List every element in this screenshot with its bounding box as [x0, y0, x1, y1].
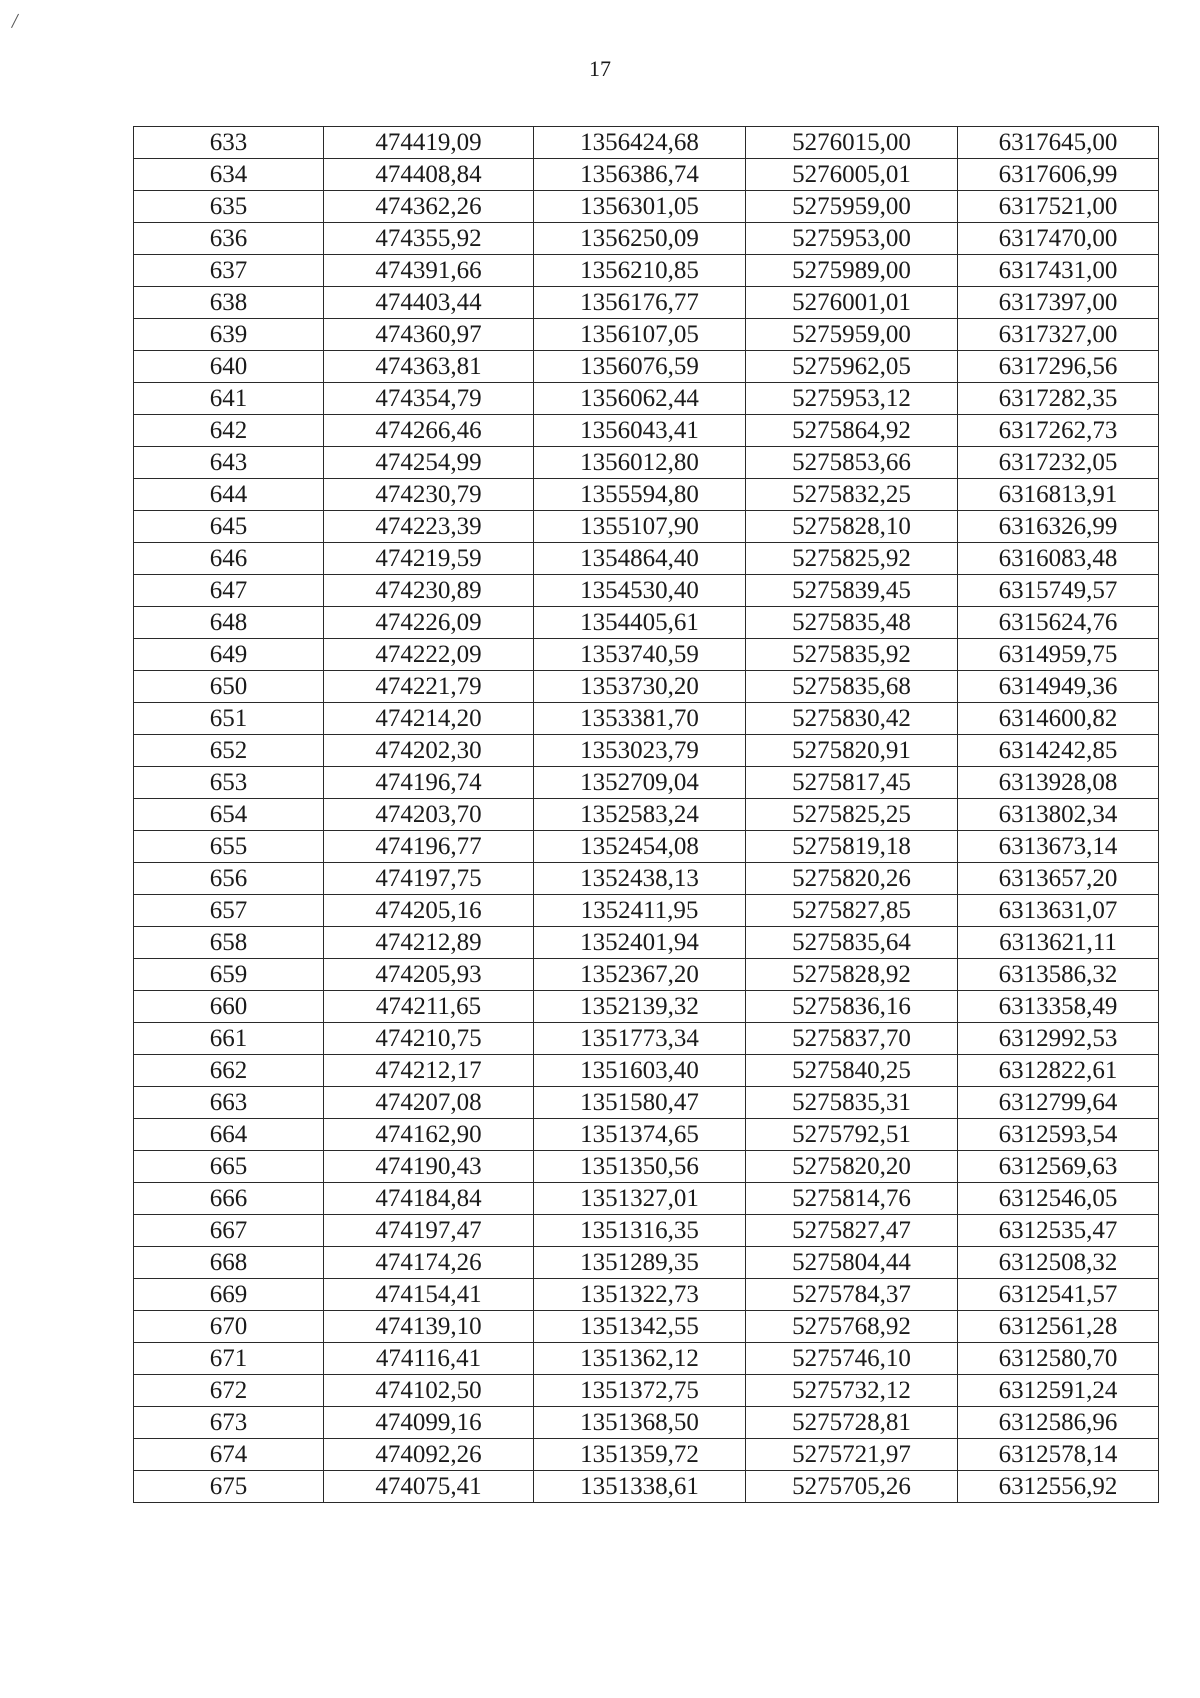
x2-coordinate-cell: 5275828,92 — [746, 959, 958, 991]
x2-coordinate-cell: 5275827,47 — [746, 1215, 958, 1247]
x2-coordinate-cell: 5275817,45 — [746, 767, 958, 799]
table-row — [134, 1215, 1159, 1247]
point-number-cell: 645 — [134, 511, 324, 543]
y-coordinate-cell: 1353023,79 — [534, 735, 746, 767]
y-coordinate-cell: 1356301,05 — [534, 191, 746, 223]
x-coordinate-cell: 474214,20 — [324, 703, 534, 735]
table-row — [134, 927, 1159, 959]
point-number-cell: 657 — [134, 895, 324, 927]
point-number-cell: 634 — [134, 159, 324, 191]
y2-coordinate-cell: 6316813,91 — [958, 479, 1159, 511]
y2-coordinate-cell: 6313657,20 — [958, 863, 1159, 895]
table-row — [134, 1023, 1159, 1055]
x-coordinate-cell: 474197,75 — [324, 863, 534, 895]
table-row — [134, 1343, 1159, 1375]
table-row — [134, 543, 1159, 575]
x2-coordinate-cell: 5275959,00 — [746, 191, 958, 223]
y2-coordinate-cell: 6312535,47 — [958, 1215, 1159, 1247]
point-number-cell: 671 — [134, 1343, 324, 1375]
x-coordinate-cell: 474362,26 — [324, 191, 534, 223]
y-coordinate-cell: 1356210,85 — [534, 255, 746, 287]
y2-coordinate-cell: 6312593,54 — [958, 1119, 1159, 1151]
x-coordinate-cell: 474221,79 — [324, 671, 534, 703]
y2-coordinate-cell: 6312578,14 — [958, 1439, 1159, 1471]
point-number-cell: 637 — [134, 255, 324, 287]
x-coordinate-cell: 474354,79 — [324, 383, 534, 415]
table-row — [134, 799, 1159, 831]
table-row — [134, 479, 1159, 511]
y2-coordinate-cell: 6312591,24 — [958, 1375, 1159, 1407]
y-coordinate-cell: 1356062,44 — [534, 383, 746, 415]
point-number-cell: 666 — [134, 1183, 324, 1215]
y-coordinate-cell: 1354864,40 — [534, 543, 746, 575]
x-coordinate-cell: 474210,75 — [324, 1023, 534, 1055]
y-coordinate-cell: 1352401,94 — [534, 927, 746, 959]
point-number-cell: 656 — [134, 863, 324, 895]
table-row — [134, 1279, 1159, 1311]
x2-coordinate-cell: 5275962,05 — [746, 351, 958, 383]
y-coordinate-cell: 1356012,80 — [534, 447, 746, 479]
x-coordinate-cell: 474205,93 — [324, 959, 534, 991]
y2-coordinate-cell: 6312822,61 — [958, 1055, 1159, 1087]
y2-coordinate-cell: 6312556,92 — [958, 1471, 1159, 1503]
point-number-cell: 653 — [134, 767, 324, 799]
y-coordinate-cell: 1356076,59 — [534, 351, 746, 383]
y2-coordinate-cell: 6317606,99 — [958, 159, 1159, 191]
x2-coordinate-cell: 5275820,26 — [746, 863, 958, 895]
x-coordinate-cell: 474408,84 — [324, 159, 534, 191]
table-row — [134, 639, 1159, 671]
x-coordinate-cell: 474196,77 — [324, 831, 534, 863]
y2-coordinate-cell: 6313586,32 — [958, 959, 1159, 991]
x-coordinate-cell: 474212,17 — [324, 1055, 534, 1087]
x-coordinate-cell: 474203,70 — [324, 799, 534, 831]
point-number-cell: 658 — [134, 927, 324, 959]
y-coordinate-cell: 1351327,01 — [534, 1183, 746, 1215]
table-row — [134, 383, 1159, 415]
y-coordinate-cell: 1351374,65 — [534, 1119, 746, 1151]
x2-coordinate-cell: 5275836,16 — [746, 991, 958, 1023]
x2-coordinate-cell: 5275820,91 — [746, 735, 958, 767]
x-coordinate-cell: 474174,26 — [324, 1247, 534, 1279]
y2-coordinate-cell: 6313631,07 — [958, 895, 1159, 927]
y-coordinate-cell: 1352438,13 — [534, 863, 746, 895]
y2-coordinate-cell: 6312586,96 — [958, 1407, 1159, 1439]
x-coordinate-cell: 474403,44 — [324, 287, 534, 319]
x2-coordinate-cell: 5275825,25 — [746, 799, 958, 831]
y-coordinate-cell: 1351603,40 — [534, 1055, 746, 1087]
x-coordinate-cell: 474099,16 — [324, 1407, 534, 1439]
table-row — [134, 1247, 1159, 1279]
y2-coordinate-cell: 6317327,00 — [958, 319, 1159, 351]
y-coordinate-cell: 1355107,90 — [534, 511, 746, 543]
x2-coordinate-cell: 5275839,45 — [746, 575, 958, 607]
y2-coordinate-cell: 6317296,56 — [958, 351, 1159, 383]
y-coordinate-cell: 1356250,09 — [534, 223, 746, 255]
y2-coordinate-cell: 6312546,05 — [958, 1183, 1159, 1215]
table-row — [134, 127, 1159, 159]
y2-coordinate-cell: 6317645,00 — [958, 127, 1159, 159]
y2-coordinate-cell: 6316083,48 — [958, 543, 1159, 575]
table-row — [134, 319, 1159, 351]
point-number-cell: 661 — [134, 1023, 324, 1055]
x2-coordinate-cell: 5275835,68 — [746, 671, 958, 703]
x2-coordinate-cell: 5275768,92 — [746, 1311, 958, 1343]
y2-coordinate-cell: 6315624,76 — [958, 607, 1159, 639]
point-number-cell: 642 — [134, 415, 324, 447]
y-coordinate-cell: 1351289,35 — [534, 1247, 746, 1279]
x-coordinate-cell: 474223,39 — [324, 511, 534, 543]
y-coordinate-cell: 1356386,74 — [534, 159, 746, 191]
coordinates-table-body — [134, 127, 1159, 1503]
x2-coordinate-cell: 5276001,01 — [746, 287, 958, 319]
y-coordinate-cell: 1351773,34 — [534, 1023, 746, 1055]
y2-coordinate-cell: 6317470,00 — [958, 223, 1159, 255]
y-coordinate-cell: 1352411,95 — [534, 895, 746, 927]
x-coordinate-cell: 474391,66 — [324, 255, 534, 287]
y-coordinate-cell: 1351368,50 — [534, 1407, 746, 1439]
point-number-cell: 662 — [134, 1055, 324, 1087]
x2-coordinate-cell: 5275953,12 — [746, 383, 958, 415]
table-row — [134, 287, 1159, 319]
x-coordinate-cell: 474190,43 — [324, 1151, 534, 1183]
point-number-cell: 672 — [134, 1375, 324, 1407]
x-coordinate-cell: 474207,08 — [324, 1087, 534, 1119]
point-number-cell: 663 — [134, 1087, 324, 1119]
x-coordinate-cell: 474075,41 — [324, 1471, 534, 1503]
table-row — [134, 575, 1159, 607]
x2-coordinate-cell: 5275853,66 — [746, 447, 958, 479]
x-coordinate-cell: 474254,99 — [324, 447, 534, 479]
point-number-cell: 646 — [134, 543, 324, 575]
y2-coordinate-cell: 6314600,82 — [958, 703, 1159, 735]
table-row — [134, 1471, 1159, 1503]
y-coordinate-cell: 1352367,20 — [534, 959, 746, 991]
x-coordinate-cell: 474266,46 — [324, 415, 534, 447]
y2-coordinate-cell: 6313358,49 — [958, 991, 1159, 1023]
x-coordinate-cell: 474230,79 — [324, 479, 534, 511]
y-coordinate-cell: 1352454,08 — [534, 831, 746, 863]
y-coordinate-cell: 1351372,75 — [534, 1375, 746, 1407]
table-row — [134, 1439, 1159, 1471]
y2-coordinate-cell: 6314949,36 — [958, 671, 1159, 703]
point-number-cell: 643 — [134, 447, 324, 479]
point-number-cell: 651 — [134, 703, 324, 735]
y-coordinate-cell: 1353740,59 — [534, 639, 746, 671]
x2-coordinate-cell: 5275792,51 — [746, 1119, 958, 1151]
y2-coordinate-cell: 6314959,75 — [958, 639, 1159, 671]
x2-coordinate-cell: 5275819,18 — [746, 831, 958, 863]
x2-coordinate-cell: 5275732,12 — [746, 1375, 958, 1407]
x2-coordinate-cell: 5276005,01 — [746, 159, 958, 191]
table-row — [134, 1087, 1159, 1119]
table-row — [134, 511, 1159, 543]
y-coordinate-cell: 1353381,70 — [534, 703, 746, 735]
point-number-cell: 648 — [134, 607, 324, 639]
y-coordinate-cell: 1351350,56 — [534, 1151, 746, 1183]
point-number-cell: 674 — [134, 1439, 324, 1471]
table-row — [134, 671, 1159, 703]
table-row — [134, 1183, 1159, 1215]
x-coordinate-cell: 474230,89 — [324, 575, 534, 607]
y2-coordinate-cell: 6313802,34 — [958, 799, 1159, 831]
y-coordinate-cell: 1351362,12 — [534, 1343, 746, 1375]
x2-coordinate-cell: 5275746,10 — [746, 1343, 958, 1375]
x2-coordinate-cell: 5275814,76 — [746, 1183, 958, 1215]
y-coordinate-cell: 1354530,40 — [534, 575, 746, 607]
table-row — [134, 1311, 1159, 1343]
x2-coordinate-cell: 5275840,25 — [746, 1055, 958, 1087]
y2-coordinate-cell: 6312541,57 — [958, 1279, 1159, 1311]
point-number-cell: 638 — [134, 287, 324, 319]
y-coordinate-cell: 1351322,73 — [534, 1279, 746, 1311]
coordinates-table — [133, 126, 1159, 1503]
y-coordinate-cell: 1356424,68 — [534, 127, 746, 159]
y2-coordinate-cell: 6312508,32 — [958, 1247, 1159, 1279]
point-number-cell: 652 — [134, 735, 324, 767]
table-row — [134, 255, 1159, 287]
y-coordinate-cell: 1351316,35 — [534, 1215, 746, 1247]
point-number-cell: 665 — [134, 1151, 324, 1183]
table-row — [134, 735, 1159, 767]
point-number-cell: 636 — [134, 223, 324, 255]
table-row — [134, 895, 1159, 927]
x-coordinate-cell: 474184,84 — [324, 1183, 534, 1215]
x2-coordinate-cell: 5275827,85 — [746, 895, 958, 927]
y-coordinate-cell: 1351338,61 — [534, 1471, 746, 1503]
x-coordinate-cell: 474092,26 — [324, 1439, 534, 1471]
y2-coordinate-cell: 6312799,64 — [958, 1087, 1159, 1119]
point-number-cell: 633 — [134, 127, 324, 159]
x-coordinate-cell: 474212,89 — [324, 927, 534, 959]
x2-coordinate-cell: 5275835,31 — [746, 1087, 958, 1119]
x2-coordinate-cell: 5275832,25 — [746, 479, 958, 511]
point-number-cell: 673 — [134, 1407, 324, 1439]
table-row — [134, 1055, 1159, 1087]
y-coordinate-cell: 1352139,32 — [534, 991, 746, 1023]
table-row — [134, 191, 1159, 223]
y2-coordinate-cell: 6317397,00 — [958, 287, 1159, 319]
point-number-cell: 647 — [134, 575, 324, 607]
x2-coordinate-cell: 5275804,44 — [746, 1247, 958, 1279]
page-number: 17 — [589, 56, 611, 81]
table-row — [134, 1407, 1159, 1439]
table-row — [134, 703, 1159, 735]
y-coordinate-cell: 1352709,04 — [534, 767, 746, 799]
x-coordinate-cell: 474202,30 — [324, 735, 534, 767]
table-row — [134, 1119, 1159, 1151]
table-row — [134, 447, 1159, 479]
y2-coordinate-cell: 6312992,53 — [958, 1023, 1159, 1055]
y2-coordinate-cell: 6312561,28 — [958, 1311, 1159, 1343]
x-coordinate-cell: 474196,74 — [324, 767, 534, 799]
table-row — [134, 159, 1159, 191]
table-row — [134, 1151, 1159, 1183]
table-row — [134, 415, 1159, 447]
x-coordinate-cell: 474116,41 — [324, 1343, 534, 1375]
point-number-cell: 659 — [134, 959, 324, 991]
y-coordinate-cell: 1356043,41 — [534, 415, 746, 447]
x2-coordinate-cell: 5275820,20 — [746, 1151, 958, 1183]
point-number-cell: 639 — [134, 319, 324, 351]
y-coordinate-cell: 1351342,55 — [534, 1311, 746, 1343]
x-coordinate-cell: 474355,92 — [324, 223, 534, 255]
y2-coordinate-cell: 6312580,70 — [958, 1343, 1159, 1375]
y2-coordinate-cell: 6313928,08 — [958, 767, 1159, 799]
x2-coordinate-cell: 5275989,00 — [746, 255, 958, 287]
x-coordinate-cell: 474219,59 — [324, 543, 534, 575]
x2-coordinate-cell: 5275830,42 — [746, 703, 958, 735]
x-coordinate-cell: 474102,50 — [324, 1375, 534, 1407]
y2-coordinate-cell: 6317431,00 — [958, 255, 1159, 287]
y-coordinate-cell: 1356176,77 — [534, 287, 746, 319]
point-number-cell: 649 — [134, 639, 324, 671]
x2-coordinate-cell: 5275959,00 — [746, 319, 958, 351]
x-coordinate-cell: 474363,81 — [324, 351, 534, 383]
point-number-cell: 635 — [134, 191, 324, 223]
x2-coordinate-cell: 5275835,64 — [746, 927, 958, 959]
y-coordinate-cell: 1354405,61 — [534, 607, 746, 639]
y2-coordinate-cell: 6315749,57 — [958, 575, 1159, 607]
x2-coordinate-cell: 5275864,92 — [746, 415, 958, 447]
x-coordinate-cell: 474162,90 — [324, 1119, 534, 1151]
x2-coordinate-cell: 5275705,26 — [746, 1471, 958, 1503]
table-row — [134, 351, 1159, 383]
y-coordinate-cell: 1355594,80 — [534, 479, 746, 511]
point-number-cell: 669 — [134, 1279, 324, 1311]
y2-coordinate-cell: 6317521,00 — [958, 191, 1159, 223]
x2-coordinate-cell: 5275835,48 — [746, 607, 958, 639]
y2-coordinate-cell: 6317282,35 — [958, 383, 1159, 415]
x-coordinate-cell: 474197,47 — [324, 1215, 534, 1247]
point-number-cell: 670 — [134, 1311, 324, 1343]
table-row — [134, 223, 1159, 255]
table-row — [134, 831, 1159, 863]
x2-coordinate-cell: 5275835,92 — [746, 639, 958, 671]
point-number-cell: 675 — [134, 1471, 324, 1503]
point-number-cell: 640 — [134, 351, 324, 383]
y2-coordinate-cell: 6314242,85 — [958, 735, 1159, 767]
point-number-cell: 668 — [134, 1247, 324, 1279]
x2-coordinate-cell: 5275728,81 — [746, 1407, 958, 1439]
x2-coordinate-cell: 5276015,00 — [746, 127, 958, 159]
margin-mark: / — [10, 7, 20, 34]
y2-coordinate-cell: 6313673,14 — [958, 831, 1159, 863]
point-number-cell: 660 — [134, 991, 324, 1023]
x2-coordinate-cell: 5275837,70 — [746, 1023, 958, 1055]
y2-coordinate-cell: 6316326,99 — [958, 511, 1159, 543]
x2-coordinate-cell: 5275784,37 — [746, 1279, 958, 1311]
x-coordinate-cell: 474139,10 — [324, 1311, 534, 1343]
x2-coordinate-cell: 5275721,97 — [746, 1439, 958, 1471]
point-number-cell: 655 — [134, 831, 324, 863]
point-number-cell: 644 — [134, 479, 324, 511]
x-coordinate-cell: 474226,09 — [324, 607, 534, 639]
table-row — [134, 767, 1159, 799]
table-row — [134, 959, 1159, 991]
x2-coordinate-cell: 5275828,10 — [746, 511, 958, 543]
y2-coordinate-cell: 6317232,05 — [958, 447, 1159, 479]
point-number-cell: 664 — [134, 1119, 324, 1151]
y-coordinate-cell: 1351580,47 — [534, 1087, 746, 1119]
y-coordinate-cell: 1356107,05 — [534, 319, 746, 351]
y2-coordinate-cell: 6313621,11 — [958, 927, 1159, 959]
x-coordinate-cell: 474419,09 — [324, 127, 534, 159]
x2-coordinate-cell: 5275825,92 — [746, 543, 958, 575]
x-coordinate-cell: 474222,09 — [324, 639, 534, 671]
x-coordinate-cell: 474211,65 — [324, 991, 534, 1023]
x-coordinate-cell: 474205,16 — [324, 895, 534, 927]
point-number-cell: 667 — [134, 1215, 324, 1247]
y-coordinate-cell: 1353730,20 — [534, 671, 746, 703]
point-number-cell: 641 — [134, 383, 324, 415]
point-number-cell: 650 — [134, 671, 324, 703]
y2-coordinate-cell: 6317262,73 — [958, 415, 1159, 447]
y-coordinate-cell: 1352583,24 — [534, 799, 746, 831]
y-coordinate-cell: 1351359,72 — [534, 1439, 746, 1471]
y2-coordinate-cell: 6312569,63 — [958, 1151, 1159, 1183]
table-row — [134, 1375, 1159, 1407]
x-coordinate-cell: 474154,41 — [324, 1279, 534, 1311]
table-row — [134, 991, 1159, 1023]
table-row — [134, 863, 1159, 895]
x-coordinate-cell: 474360,97 — [324, 319, 534, 351]
table-row — [134, 607, 1159, 639]
x2-coordinate-cell: 5275953,00 — [746, 223, 958, 255]
point-number-cell: 654 — [134, 799, 324, 831]
